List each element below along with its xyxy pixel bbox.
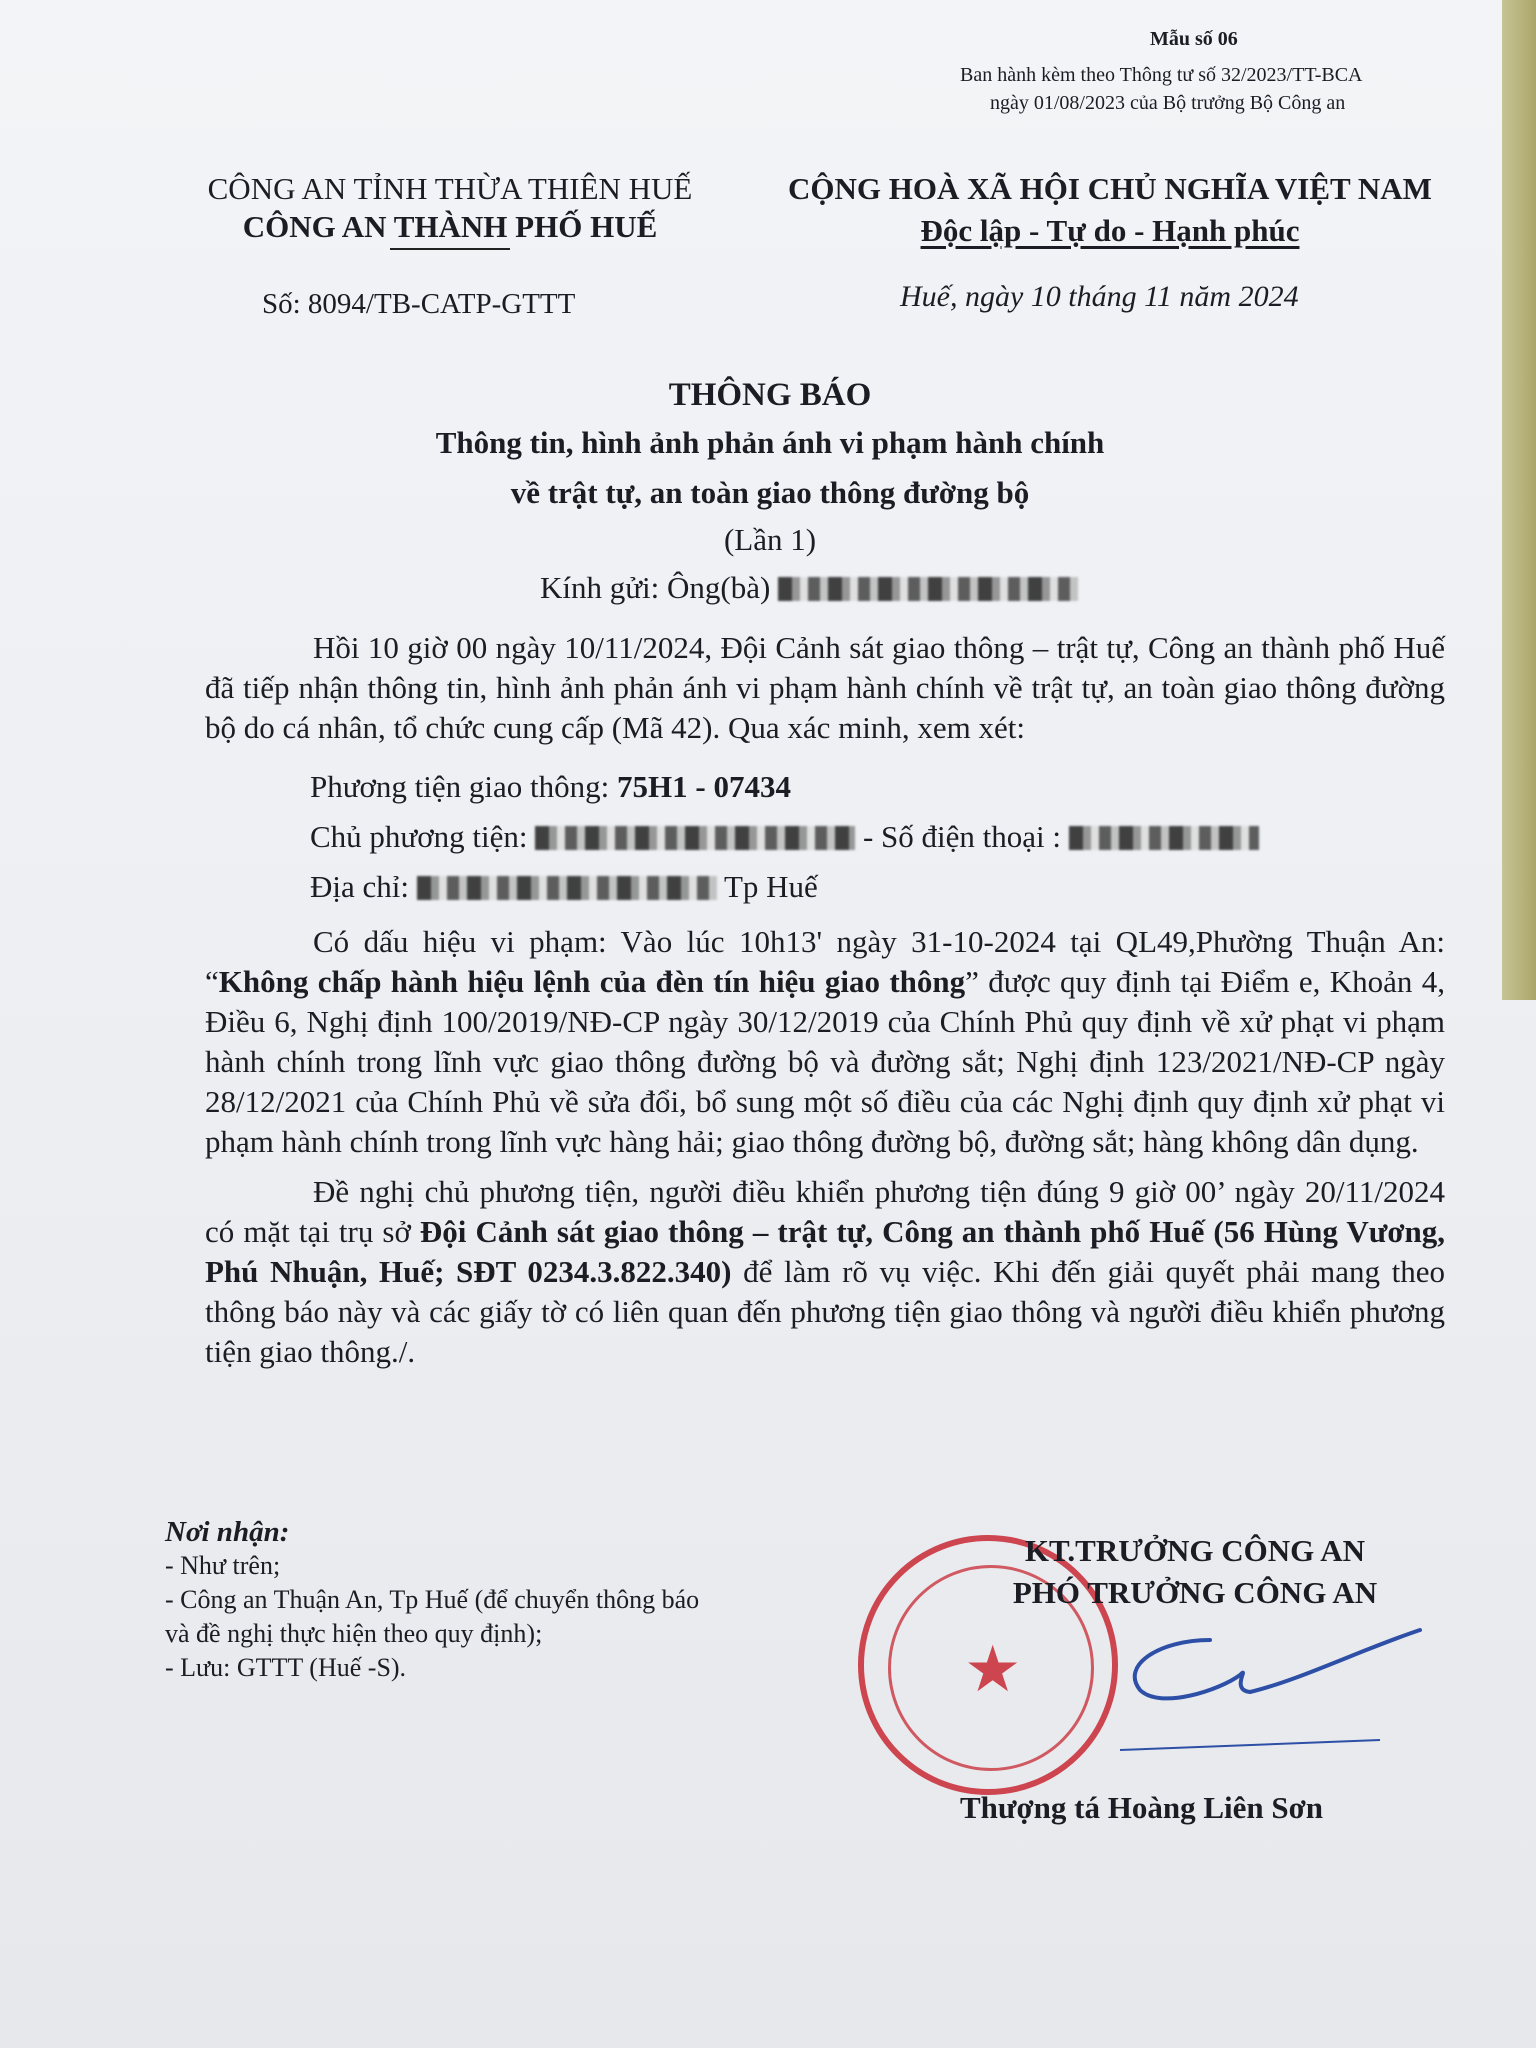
signature-title-1: KT.TRƯỞNG CÔNG AN — [1024, 1533, 1366, 1568]
star-icon: ★ — [964, 1634, 1022, 1705]
national-header — [750, 168, 1470, 252]
document-number: Số: 8094/TB-CATP-GTTT — [262, 288, 576, 320]
national-motto: Độc lập - Tự do - Hạnh phúc — [920, 213, 1300, 248]
handwritten-signature — [1100, 1620, 1440, 1760]
national-title: CỘNG HOÀ XÃ HỘI CHỦ NGHĨA VIỆT NAM — [788, 171, 1432, 206]
recipient-item-cont: và đề nghị thực hiện theo quy định); — [165, 1619, 543, 1648]
vehicle-label: Phương tiện giao thông: — [310, 769, 618, 804]
recipient-item: - Công an Thuận An, Tp Huế (để chuyển thông báo — [165, 1585, 700, 1614]
background-edge — [1502, 0, 1536, 1000]
attempt-number: (Lần 1) — [723, 522, 817, 557]
owner-line — [205, 812, 1445, 862]
redacted-owner — [535, 826, 855, 850]
document-title: THÔNG BÁO — [668, 377, 872, 413]
paragraph-request — [205, 1172, 1445, 1372]
form-issued-with: Ban hành kèm theo Thông tư số 32/2023/TT-BCA — [960, 64, 1363, 86]
document-subtitle-2: về trật tự, an toàn giao thông đường bộ — [510, 475, 1030, 510]
redacted-phone — [1069, 826, 1259, 850]
vehicle-line — [205, 762, 1445, 812]
violation-prefix: Có dấu hiệu vi phạm: Vào lúc 10h13' ngày 31-10-2024 tại QL49,Phường Thuận An: “ — [205, 924, 1445, 999]
paragraph-received: Hồi 10 giờ 00 ngày 10/11/2024, Đội Cảnh sát giao thông – trật tự, Công an thành phố Huế đã tiếp nhận thông tin, hình ảnh phản ánh vi phạm hành chính về trật tự, an toàn giao thông đường bộ do cá nhân, tổ chức cung cấp (Mã 42). Qua xác minh, xem xét: — [205, 630, 1445, 745]
title-block — [300, 372, 1240, 518]
form-issued-date: ngày 01/08/2023 của Bộ trưởng Bộ Công an — [990, 92, 1346, 114]
redacted-name — [778, 577, 1078, 601]
violation-suffix: ” được quy định tại Điểm e, Khoản 4, Điều 6, Nghị định 100/2019/NĐ-CP ngày 30/12/2019 của Chính Phủ quy định về xử phạt vi phạm hành chính trong lĩnh vực giao thông đường bộ và đường sắt; Nghị định 123/2021/NĐ-CP ngày 28/12/2021 của Chính Phủ về sửa đổi, bổ sung một số điều của các Nghị định quy định xử phạt vi phạm hành chính trong lĩnh vực hàng hải; giao thông đường bộ, đường sắt; hàng không dân dụng. — [205, 964, 1445, 1159]
recipient-item: - Lưu: GTTT (Huế -S). — [165, 1653, 407, 1682]
signer-name: Thượng tá Hoàng Liên Sơn — [960, 1790, 1324, 1825]
violation-name: Không chấp hành hiệu lệnh của đèn tín hiệu giao thông — [218, 964, 966, 999]
request-location: Đội Cảnh sát giao thông – trật tự, Công an thành phố Huế (56 Hùng Vương, Phú Nhuận, Huế; SĐT 0234.3.822.340) — [205, 1214, 1445, 1289]
recipient-item: - Như trên; — [165, 1551, 281, 1580]
recipient-label: Kính gửi: Ông(bà) — [540, 570, 771, 605]
address-line — [205, 862, 1445, 912]
phone-label: - Số điện thoại : — [855, 819, 1069, 854]
request-suffix: để làm rõ vụ việc. Khi đến giải quyết phải mang theo thông báo này và các giấy tờ có liên quan đến phương tiện giao thông và người điều khiển phương tiện giao thông./. — [205, 1254, 1446, 1369]
paragraph-violation — [205, 922, 1445, 1162]
request-prefix: Đề nghị chủ phương tiện, người điều khiển phương tiện đúng 9 giờ 00’ ngày 20/11/2024 có mặt tại trụ sở — [205, 1174, 1445, 1249]
agency-underline — [390, 248, 510, 250]
form-number: Mẫu số 06 — [1150, 28, 1238, 50]
signature-block — [940, 1530, 1450, 1614]
agency-line-1: CÔNG AN TỈNH THỪA THIÊN HUẾ — [207, 171, 693, 206]
recipient-line — [540, 570, 1078, 606]
recipients-title: Nơi nhận: — [165, 1516, 290, 1548]
address-city: Tp Huế — [716, 869, 818, 904]
recipients-list — [165, 1515, 865, 1685]
document-subtitle-1: Thông tin, hình ảnh phản ánh vi phạm hành chính — [435, 425, 1105, 460]
agency-line-2: CÔNG AN THÀNH PHỐ HUẾ — [242, 209, 658, 244]
signature-title-2: PHÓ TRƯỞNG CÔNG AN — [1012, 1575, 1378, 1610]
owner-label: Chủ phương tiện: — [310, 819, 536, 854]
document-body — [205, 628, 1445, 1372]
address-label: Địa chỉ: — [310, 869, 417, 904]
vehicle-plate: 75H1 - 07434 — [617, 769, 791, 804]
issuing-agency-header — [150, 170, 750, 250]
redacted-address — [417, 876, 717, 900]
place-date: Huế, ngày 10 tháng 11 năm 2024 — [900, 280, 1299, 313]
